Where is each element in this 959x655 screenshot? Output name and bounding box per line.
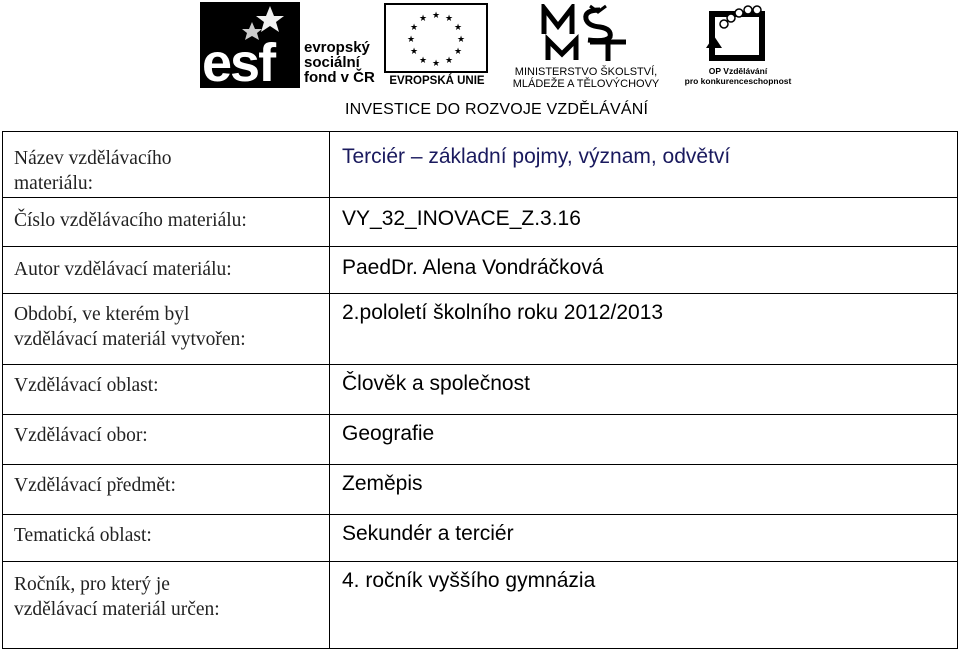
value-cell [330, 294, 958, 365]
svg-text:★: ★ [406, 35, 416, 45]
value-cell [330, 515, 958, 562]
value-cell [330, 132, 958, 198]
svg-text:★: ★ [431, 11, 441, 21]
svg-text:★: ★ [409, 47, 419, 57]
svg-text:★: ★ [444, 14, 454, 24]
table-row [3, 132, 958, 198]
esf-logo [200, 2, 378, 93]
row-value: Zeměpis [342, 472, 423, 495]
svg-text:★: ★ [418, 56, 428, 66]
label-cell [3, 415, 330, 465]
svg-text:★: ★ [453, 47, 463, 57]
value-cell [330, 247, 958, 294]
msmt-icon [540, 4, 630, 62]
material-info-table [2, 131, 958, 649]
svg-text:★: ★ [444, 56, 454, 66]
esf-letters: esf [202, 33, 275, 93]
op-logo-text: OP Vzdělávání pro konkurenceschopnost [684, 66, 792, 86]
svg-text:★: ★ [418, 14, 428, 24]
label-cell [3, 247, 330, 294]
row-value-title: Terciér – základní pojmy, význam, odvětví [342, 145, 731, 168]
value-cell [330, 415, 958, 465]
eu-logo-text: EVROPSKÁ UNIE [389, 75, 485, 87]
label-cell [3, 365, 330, 415]
header-logos [0, 0, 959, 130]
row-label: Období, ve kterém byl vzdělávací materiál vytvořen: [14, 304, 246, 350]
label-cell [3, 132, 330, 198]
row-label: Tematická oblast: [14, 525, 152, 546]
row-label: Ročník, pro který je vzdělávací materiál určen: [14, 574, 220, 620]
value-cell [330, 198, 958, 247]
svg-text:★: ★ [456, 35, 466, 45]
label-cell [3, 465, 330, 515]
row-label: Autor vzdělávací materiálu: [14, 259, 232, 280]
value-cell [330, 562, 958, 649]
esf-logo-text: evropský sociální fond v ČR [304, 39, 375, 86]
row-value: Člověk a společnost [342, 372, 530, 395]
row-label: Vzdělávací obor: [14, 425, 148, 446]
row-label: Vzdělávací předmět: [14, 475, 176, 496]
eu-flag-icon [384, 3, 488, 73]
value-cell [330, 365, 958, 415]
label-cell [3, 562, 330, 649]
table-row [3, 198, 958, 247]
label-cell [3, 515, 330, 562]
row-label: Vzdělávací oblast: [14, 375, 159, 396]
msmt-logo-text: MINISTERSTVO ŠKOLSTVÍ, MLÁDEŽE A TĚLOVÝCHOVY [512, 66, 660, 90]
svg-text:★: ★ [453, 23, 463, 33]
table-row [3, 515, 958, 562]
table-row [3, 562, 958, 649]
row-value: PaedDr. Alena Vondráčková [342, 256, 604, 279]
table-row [3, 465, 958, 515]
table-row [3, 247, 958, 294]
svg-text:★: ★ [409, 23, 419, 33]
op-icon [704, 4, 770, 62]
table-row [3, 294, 958, 365]
msmt-logo [496, 4, 676, 92]
row-label: Číslo vzdělávacího materiálu: [14, 210, 247, 231]
row-value: 4. ročník vyššího gymnázia [342, 569, 596, 592]
eu-logo [384, 3, 490, 91]
table-row [3, 365, 958, 415]
esf-logo-mark [200, 2, 300, 93]
label-cell [3, 198, 330, 247]
value-cell [330, 465, 958, 515]
row-value: VY_32_INOVACE_Z.3.16 [342, 207, 581, 230]
svg-text:★: ★ [431, 59, 441, 69]
label-cell [3, 294, 330, 365]
row-value: Geografie [342, 422, 435, 445]
row-value: Sekundér a terciér [342, 522, 514, 545]
investice-heading: INVESTICE DO ROZVOJE VZDĚLÁVÁNÍ [345, 101, 649, 118]
row-value: 2.pololetí školního roku 2012/2013 [342, 301, 664, 324]
op-logo [678, 4, 798, 92]
row-label: Název vzdělávacího materiálu: [14, 148, 172, 194]
table-row [3, 415, 958, 465]
